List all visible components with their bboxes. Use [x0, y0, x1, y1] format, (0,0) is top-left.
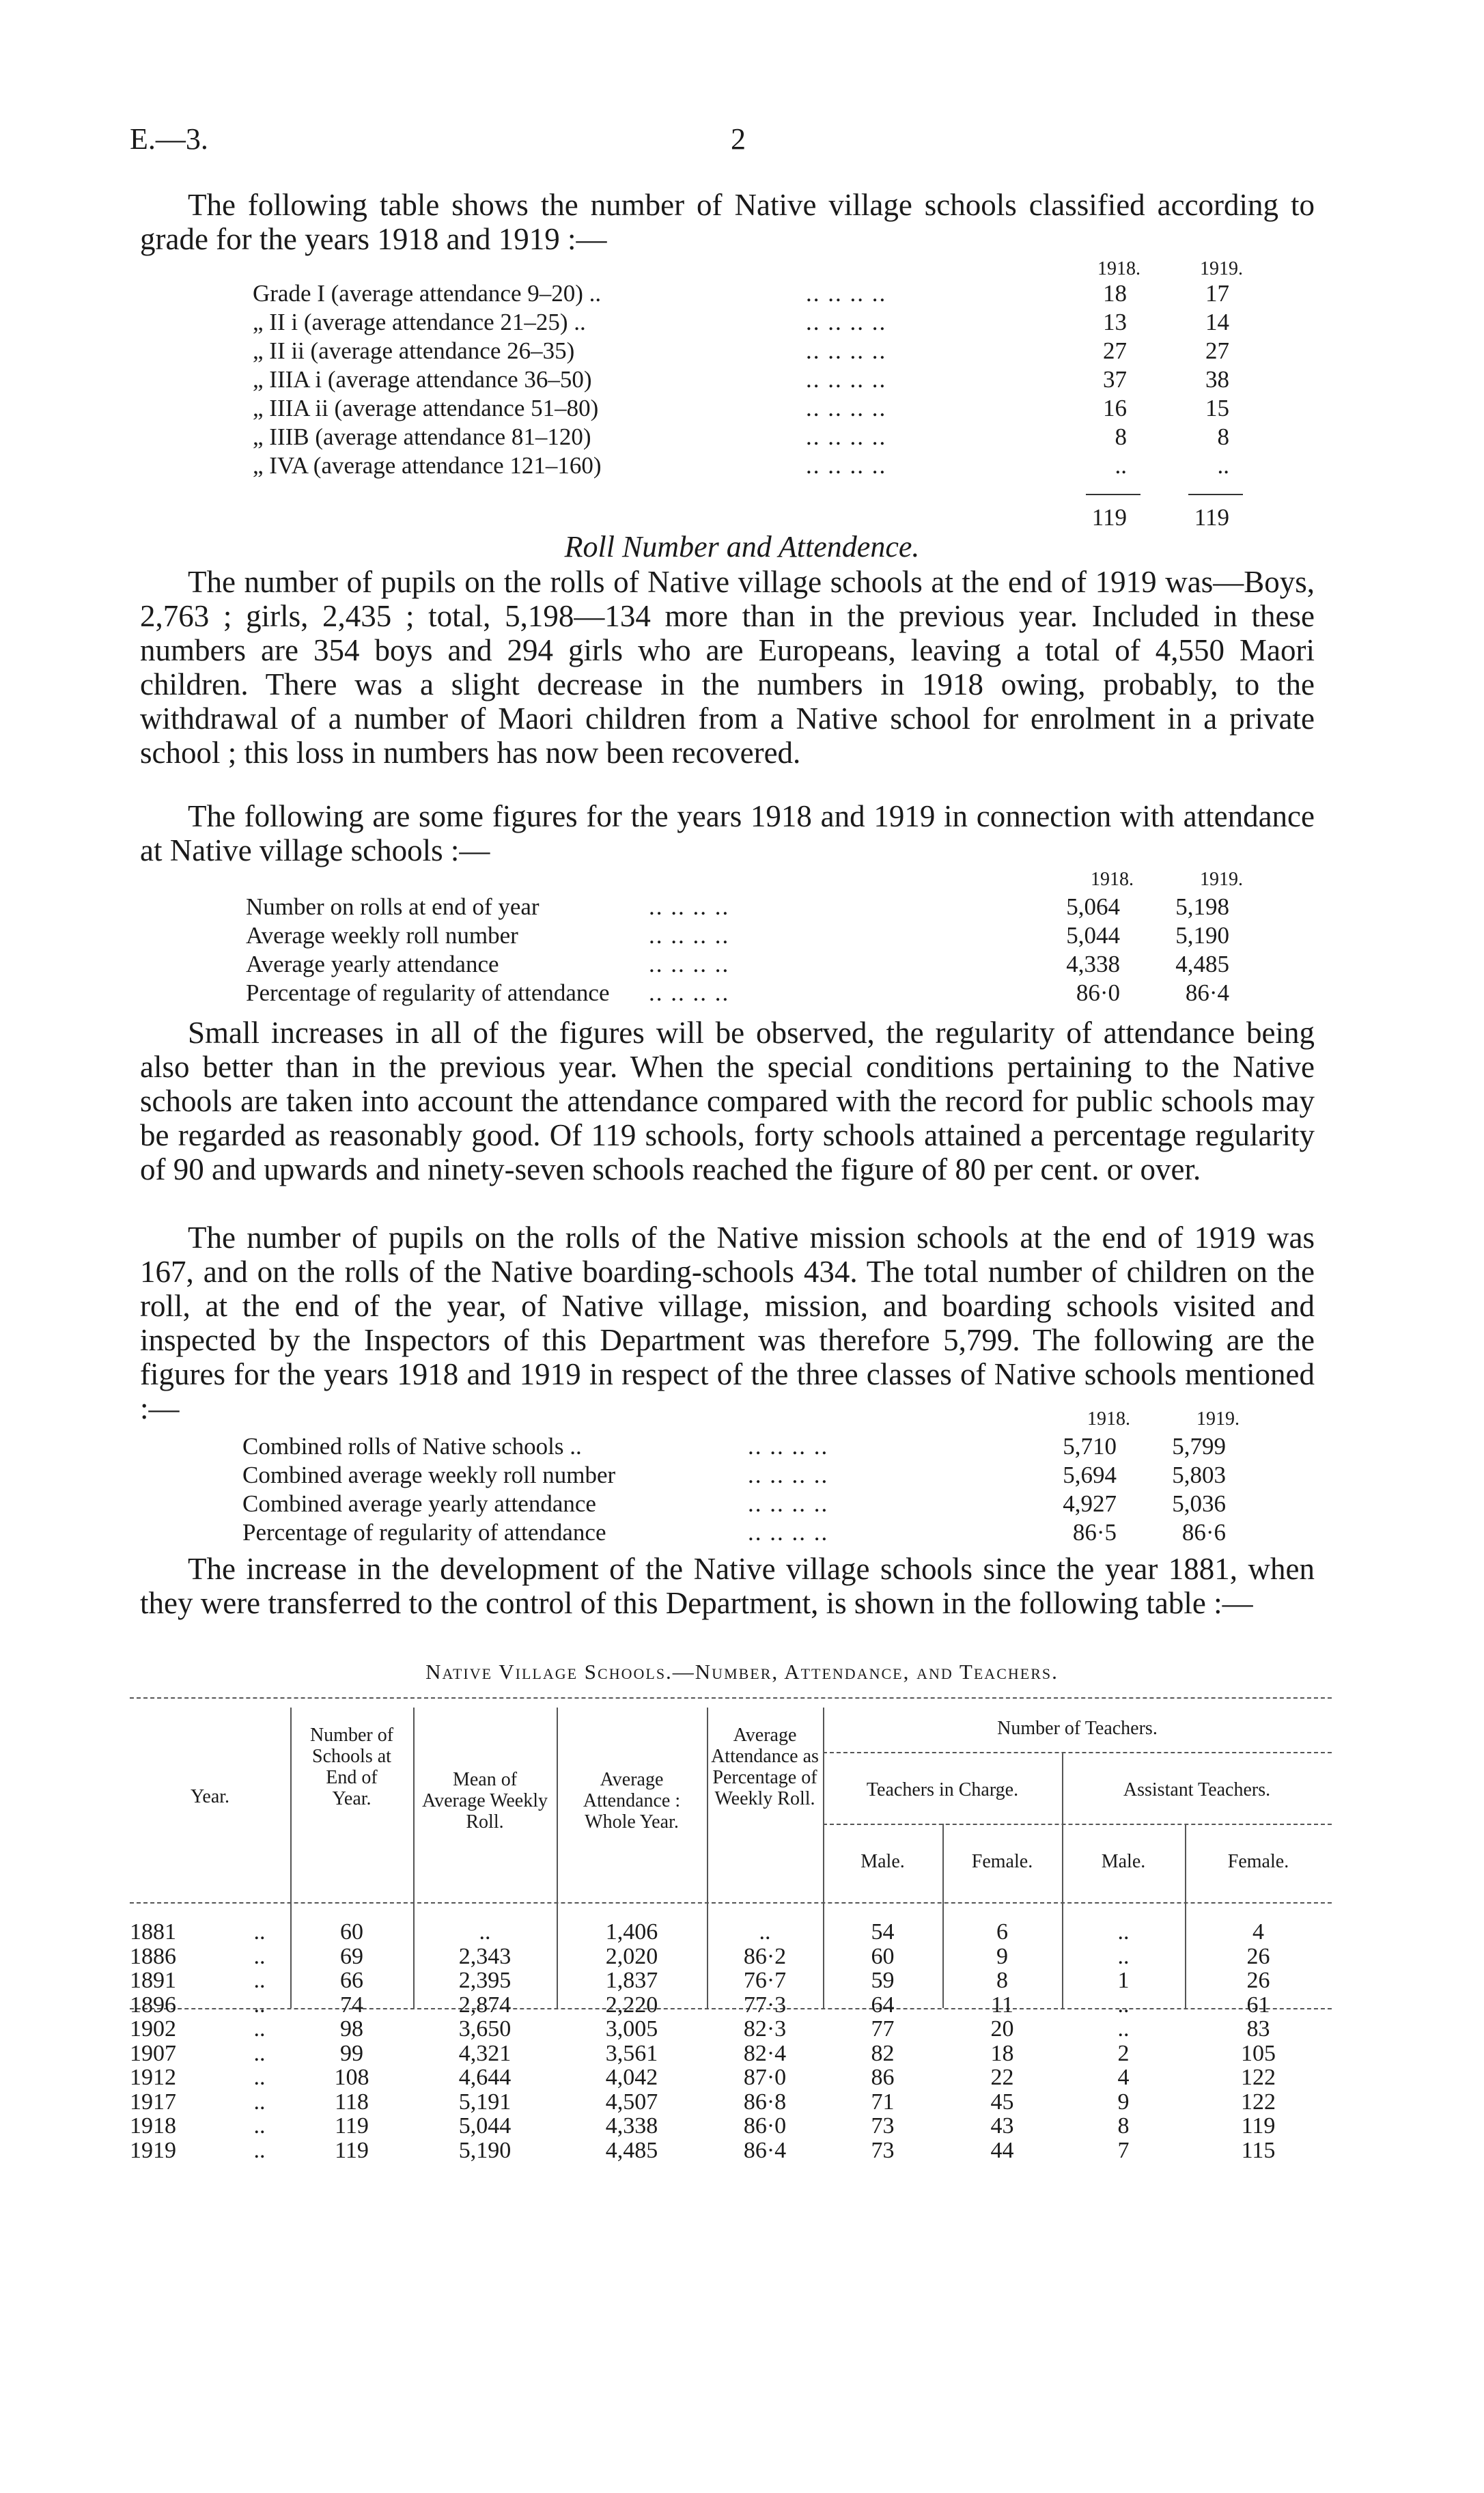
- table-cell-att: 1,406: [605, 1919, 658, 1945]
- table-cell-roll: 4,321: [458, 2040, 512, 2066]
- figure-row: [242, 1519, 1260, 1549]
- table-cell-schools: 98: [340, 2016, 363, 2042]
- figure-label: Average weekly roll number: [246, 922, 518, 949]
- value-1918: 86·0: [1076, 979, 1120, 1006]
- table-cell-am: 8: [1117, 2113, 1130, 2139]
- table-cell-cf: 45: [990, 2089, 1014, 2115]
- table-cell-am: ..: [1117, 1943, 1130, 1969]
- attendance-year-1919: 1919.: [1200, 869, 1243, 890]
- table-cell-schools: 60: [340, 1919, 363, 1945]
- figure-row: [246, 951, 1257, 981]
- table-cell-year: 1896: [130, 1992, 176, 2018]
- table-cell-am: 7: [1117, 2137, 1130, 2163]
- table-cell-year: 1919: [130, 2137, 176, 2163]
- attendance-year-1918: 1918.: [1091, 869, 1134, 890]
- table-cell-am: 4: [1117, 2065, 1130, 2090]
- leader-dots: ..: [253, 2113, 266, 2139]
- table-cell-cm: 59: [871, 1968, 895, 1993]
- value-1918: 18: [1103, 280, 1127, 307]
- roll-paragraph: The number of pupils on the rolls of Native village schools at the end of 1919 was—Boys, 2,763 ; girls, 2,435 ; total, 5,198—134 more than in the previous year. Included in these numbers are 354 boys and 294 girls who are Europeans, leaving a total of 4,550 Maori children. There was a slight decrease in the numbers in 1918 owing, probably, to the withdrawal of a number of Maori children from a Native school for enrolment in a private school ; this loss in numbers has now been recovered.: [140, 565, 1315, 770]
- header-mean-roll: Mean of Average Weekly Roll.: [421, 1769, 548, 1833]
- development-paragraph: The increase in the development of the Native village schools since the year 1881, when they were transferred to the control of this Department, is shown in the following table :—: [140, 1552, 1315, 1620]
- table-cell-cm: 73: [871, 2137, 895, 2163]
- table-cell-roll: 3,650: [458, 2016, 512, 2042]
- table-cell-year: 1891: [130, 1968, 176, 1993]
- table-cell-cf: 20: [990, 2016, 1014, 2042]
- teachers-subgroup-rule: [823, 1824, 1332, 1825]
- table-cell-roll: 5,190: [458, 2137, 512, 2163]
- table-cell-year: 1886: [130, 1943, 176, 1969]
- table-cell-year: 1917: [130, 2089, 176, 2115]
- table-cell-year: 1912: [130, 2065, 176, 2090]
- value-1919: 27: [1205, 337, 1229, 364]
- value-1919: 14: [1205, 309, 1229, 335]
- header-teachers-in-charge: Teachers in Charge.: [866, 1779, 1019, 1800]
- table-cell-roll: 5,044: [458, 2113, 512, 2139]
- table-cell-schools: 66: [340, 1968, 363, 1993]
- figure-label: „ IVA (average attendance 121–160): [253, 452, 602, 479]
- header-average-attendance: Average Attendance : Whole Year.: [583, 1769, 681, 1833]
- table-cell-schools: 118: [335, 2089, 369, 2115]
- value-1919: ..: [1217, 452, 1229, 479]
- table-cell-am: 1: [1117, 1968, 1130, 1993]
- table-cell-schools: 99: [340, 2040, 363, 2066]
- table-cell-att: 1,837: [605, 1968, 658, 1993]
- table-cell-att: 4,338: [605, 2113, 658, 2139]
- leader-dots: .. .. .. ..: [748, 1433, 829, 1460]
- table-cell-cf: 22: [990, 2065, 1014, 2090]
- figure-label: „ IIIA i (average attendance 36–50): [253, 366, 592, 393]
- header-assistant-female: Female.: [1227, 1851, 1289, 1872]
- header-schools: Number of Schools at End of Year.: [309, 1725, 394, 1809]
- table-cell-pct: 86·8: [743, 2089, 787, 2115]
- leader-dots: ..: [253, 2040, 266, 2066]
- table-cell-cf: 8: [996, 1968, 1008, 1993]
- table-cell-af: 83: [1246, 2016, 1270, 2042]
- value-1918: ..: [1115, 452, 1127, 479]
- table-cell-pct: 76·7: [743, 1968, 787, 1993]
- sum-rule: [1188, 494, 1243, 495]
- table-cell-af: 26: [1246, 1943, 1270, 1969]
- page-number: 2: [731, 122, 746, 156]
- leader-dots: ..: [253, 1968, 266, 1993]
- value-1918: 37: [1103, 366, 1127, 393]
- table-cell-af: 105: [1241, 2040, 1276, 2066]
- figure-label: „ II ii (average attendance 26–35): [253, 337, 575, 364]
- table-cell-af: 122: [1241, 2065, 1276, 2090]
- figure-row: [246, 979, 1257, 1009]
- leader-dots: ..: [253, 2065, 266, 2090]
- figure-label: Percentage of regularity of attendance: [242, 1519, 606, 1546]
- value-1919: 5,799: [1172, 1433, 1226, 1460]
- table-cell-af: 122: [1241, 2089, 1276, 2115]
- value-1918: 8: [1115, 423, 1127, 450]
- figure-label: „ IIIB (average attendance 81–120): [253, 423, 591, 450]
- figure-row: [253, 366, 1250, 396]
- teachers-group-rule: [823, 1752, 1332, 1753]
- table-cell-pct: 86·4: [743, 2137, 787, 2163]
- figure-label: Combined average weekly roll number: [242, 1462, 616, 1488]
- figure-row: [253, 452, 1250, 482]
- page-header: [130, 122, 1318, 163]
- table-cell-pct: 86·2: [743, 1943, 787, 1969]
- figure-label: Grade I (average attendance 9–20) ..: [253, 280, 602, 307]
- leader-dots: .. .. .. ..: [748, 1519, 829, 1546]
- value-1919: 5,198: [1175, 893, 1229, 920]
- table-cell-roll: 2,343: [458, 1943, 512, 1969]
- leader-dots: .. .. .. ..: [649, 893, 730, 920]
- figure-row: [253, 423, 1250, 454]
- table-cell-af: 61: [1246, 1992, 1270, 2018]
- leader-dots: .. .. .. ..: [806, 309, 887, 335]
- header-charge-female: Female.: [971, 1851, 1033, 1872]
- table-cell-am: 9: [1117, 2089, 1130, 2115]
- table-top-rule: [130, 1697, 1332, 1699]
- table-cell-roll: ..: [479, 1919, 491, 1945]
- table-cell-cf: 11: [991, 1992, 1013, 2018]
- table-cell-schools: 119: [335, 2137, 369, 2163]
- table-cell-cf: 6: [996, 1919, 1008, 1945]
- table-header-rule: [130, 1902, 1332, 1904]
- table-cell-att: 2,020: [605, 1943, 658, 1969]
- attendance-table: [246, 869, 1257, 1005]
- figure-label: Combined average yearly attendance: [242, 1490, 596, 1517]
- leader-dots: ..: [253, 2137, 266, 2163]
- table-cell-pct: 82·4: [743, 2040, 787, 2066]
- value-1918: 4,927: [1063, 1490, 1117, 1517]
- table-cell-cf: 43: [990, 2113, 1014, 2139]
- figure-row: [242, 1433, 1260, 1463]
- header-assistant-male: Male.: [1101, 1851, 1146, 1872]
- leader-dots: .. .. .. ..: [649, 979, 730, 1006]
- table-cell-af: 115: [1241, 2137, 1276, 2163]
- leader-dots: .. .. .. ..: [806, 452, 887, 479]
- header-year: Year.: [190, 1786, 230, 1807]
- figure-row: [242, 1490, 1260, 1520]
- mission-paragraph: The number of pupils on the rolls of the Native mission schools at the end of 1919 was 167, and on the rolls of the Native boarding-schools 434. The total number of children on the roll, at the end of the year, of Native village, mission, and boarding schools visited and inspected by the Inspectors of this Department was therefore 5,799. The following are the figures for the years 1918 and 1919 in respect of the three classes of Native schools mentioned :—: [140, 1221, 1315, 1425]
- table-cell-att: 4,042: [605, 2065, 658, 2090]
- leader-dots: ..: [253, 1919, 266, 1945]
- table-cell-att: 2,220: [605, 1992, 658, 2018]
- figure-row: [253, 309, 1250, 339]
- table-cell-year: 1907: [130, 2040, 176, 2066]
- figure-row: [246, 893, 1257, 923]
- header-charge-male: Male.: [860, 1851, 905, 1872]
- table-cell-schools: 119: [335, 2113, 369, 2139]
- value-1919: 17: [1205, 280, 1229, 307]
- value-1918: 4,338: [1066, 951, 1120, 977]
- value-1918: 5,710: [1063, 1433, 1117, 1460]
- leader-dots: ..: [253, 2016, 266, 2042]
- value-1919: 5,190: [1175, 922, 1229, 949]
- document-reference: E.—3.: [130, 122, 208, 156]
- figure-row: [253, 280, 1250, 310]
- table-cell-am: 2: [1117, 2040, 1130, 2066]
- grade-year-1919: 1919.: [1200, 258, 1243, 279]
- table-cell-roll: 2,874: [458, 1992, 512, 2018]
- combined-year-1918: 1918.: [1087, 1408, 1130, 1430]
- leader-dots: ..: [253, 1943, 266, 1969]
- header-assistant-teachers: Assistant Teachers.: [1123, 1779, 1271, 1800]
- header-percentage: Average Attendance as Percentage of Weekly Roll.: [711, 1725, 819, 1809]
- increases-paragraph: Small increases in all of the figures will be observed, the regularity of attendance being also better than in the previous year. When the special conditions pertaining to the Native schools are taken into account the attendance compared with the record for public schools may be regarded as reasonably good. Of 119 schools, forty schools attained a percentage regularity of 90 and upwards and ninety-seven schools reached the figure of 80 per cent. or over.: [140, 1016, 1315, 1186]
- table-cell-schools: 69: [340, 1943, 363, 1969]
- value-1918: 16: [1103, 395, 1127, 421]
- table-cell-schools: 74: [340, 1992, 363, 2018]
- table-cell-att: 4,507: [605, 2089, 658, 2115]
- leader-dots: .. .. .. ..: [649, 951, 730, 977]
- value-1918: 5,044: [1066, 922, 1120, 949]
- figures-intro-paragraph: The following are some figures for the years 1918 and 1919 in connection with attendance at Native village schools :—: [140, 799, 1315, 867]
- table-cell-cf: 44: [990, 2137, 1014, 2163]
- total-1919: 119: [1194, 504, 1229, 531]
- table-cell-att: 3,005: [605, 2016, 658, 2042]
- value-1919: 4,485: [1175, 951, 1229, 977]
- table-cell-schools: 108: [334, 2065, 369, 2090]
- table-cell-cm: 86: [871, 2065, 895, 2090]
- table-cell-cm: 71: [871, 2089, 895, 2115]
- value-1919: 86·4: [1185, 979, 1229, 1006]
- combined-year-1919: 1919.: [1196, 1408, 1240, 1430]
- intro-paragraph: The following table shows the number of Native village schools classified according to grade for the years 1918 and 1919 :—: [140, 188, 1315, 256]
- figure-label: Average yearly attendance: [246, 951, 499, 977]
- value-1918: 5,064: [1066, 893, 1120, 920]
- table-cell-cm: 64: [871, 1992, 895, 2018]
- table-cell-pct: 82·3: [743, 2016, 787, 2042]
- table-cell-cf: 9: [996, 1943, 1008, 1969]
- leader-dots: .. .. .. ..: [806, 337, 887, 364]
- value-1918: 86·5: [1072, 1519, 1117, 1546]
- table-cell-cm: 73: [871, 2113, 895, 2139]
- sum-rule: [1086, 494, 1140, 495]
- leader-dots: .. .. .. ..: [806, 395, 887, 421]
- combined-table: [242, 1408, 1260, 1545]
- table-cell-pct: ..: [759, 1919, 771, 1945]
- table-cell-year: 1918: [130, 2113, 176, 2139]
- table-cell-cm: 54: [871, 1919, 895, 1945]
- leader-dots: .. .. .. ..: [806, 366, 887, 393]
- table-cell-year: 1881: [130, 1919, 176, 1945]
- value-1919: 5,036: [1172, 1490, 1226, 1517]
- value-1918: 13: [1103, 309, 1127, 335]
- table-cell-cm: 77: [871, 2016, 895, 2042]
- leader-dots: ..: [253, 2089, 266, 2115]
- grade-year-1918: 1918.: [1097, 258, 1140, 279]
- value-1919: 15: [1205, 395, 1229, 421]
- total-1918: 119: [1091, 504, 1127, 531]
- table-cell-cm: 60: [871, 1943, 895, 1969]
- figure-label: Percentage of regularity of attendance: [246, 979, 610, 1006]
- figure-label: „ IIIA ii (average attendance 51–80): [253, 395, 599, 421]
- leader-dots: .. .. .. ..: [748, 1490, 829, 1517]
- table-cell-af: 119: [1241, 2113, 1276, 2139]
- value-1918: 5,694: [1063, 1462, 1117, 1488]
- table-cell-af: 4: [1252, 1919, 1264, 1945]
- grade-table: [253, 258, 1250, 545]
- figure-label: Number on rolls at end of year: [246, 893, 540, 920]
- table-cell-att: 4,485: [605, 2137, 658, 2163]
- value-1919: 8: [1217, 423, 1229, 450]
- table-cell-af: 26: [1246, 1968, 1270, 1993]
- table-cell-roll: 5,191: [458, 2089, 512, 2115]
- table-cell-cm: 82: [871, 2040, 895, 2066]
- value-1919: 86·6: [1181, 1519, 1226, 1546]
- table-cell-cf: 18: [990, 2040, 1014, 2066]
- figure-row: [246, 922, 1257, 952]
- leader-dots: .. .. .. ..: [649, 922, 730, 949]
- figure-row: [242, 1462, 1260, 1492]
- table-caption: Native Village Schools.—Number, Attendance, and Teachers.: [425, 1660, 1059, 1684]
- table-cell-roll: 4,644: [458, 2065, 512, 2090]
- table-cell-year: 1902: [130, 2016, 176, 2042]
- value-1918: 27: [1103, 337, 1127, 364]
- table-cell-am: ..: [1117, 1919, 1130, 1945]
- table-cell-pct: 87·0: [743, 2065, 787, 2090]
- figure-label: „ II i (average attendance 21–25) ..: [253, 309, 586, 335]
- figure-row: [253, 395, 1250, 425]
- table-cell-am: ..: [1117, 1992, 1130, 2018]
- table-cell-pct: 86·0: [743, 2113, 787, 2139]
- leader-dots: ..: [253, 1992, 266, 2018]
- figure-label: Combined rolls of Native schools ..: [242, 1433, 582, 1460]
- value-1919: 38: [1205, 366, 1229, 393]
- leader-dots: .. .. .. ..: [748, 1462, 829, 1488]
- leader-dots: .. .. .. ..: [806, 280, 887, 307]
- section-subheading: Roll Number and Attendence.: [564, 530, 920, 563]
- table-cell-roll: 2,395: [458, 1968, 512, 1993]
- value-1919: 5,803: [1172, 1462, 1226, 1488]
- table-cell-am: ..: [1117, 2016, 1130, 2042]
- leader-dots: .. .. .. ..: [806, 423, 887, 450]
- figure-row: [253, 337, 1250, 367]
- table-cell-att: 3,561: [605, 2040, 658, 2066]
- header-number-of-teachers: Number of Teachers.: [997, 1718, 1158, 1739]
- table-cell-pct: 77·3: [743, 1992, 787, 2018]
